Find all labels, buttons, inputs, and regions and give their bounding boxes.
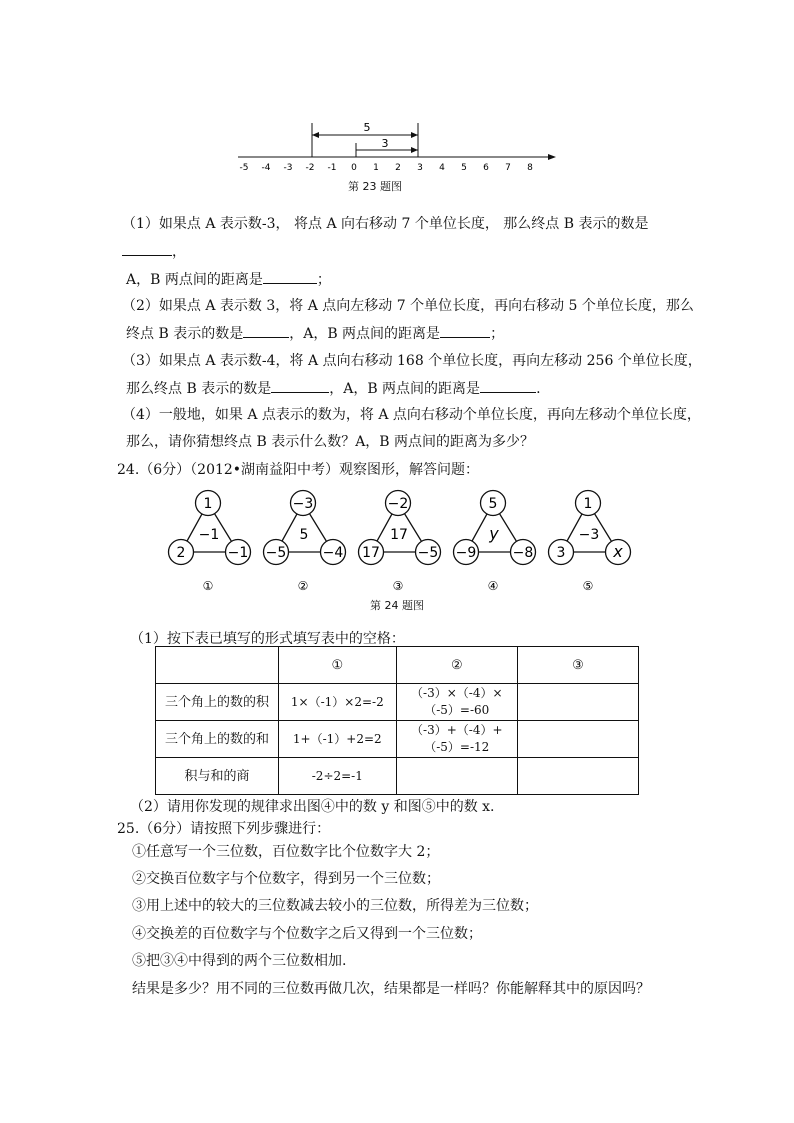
tick-label: 7 <box>505 163 511 173</box>
q24-part2: （2）请用你发现的规律求出图④中的数 y 和图⑤中的数 x. <box>130 799 495 815</box>
q23-p4-line2: 那么，请你猜想终点 B 表示什么数？A，B 两点间的距离为多少？ <box>126 434 535 450</box>
q23-p1-line3: A，B 两点间的距离是 ； <box>126 269 331 290</box>
corner-right-value: −8 <box>512 545 534 561</box>
center-value: y <box>489 524 499 543</box>
answer-blank[interactable] <box>480 378 536 393</box>
tick-label: 4 <box>439 163 445 173</box>
table-head-empty <box>156 647 279 684</box>
corner-right-value: x <box>613 542 623 561</box>
tick-label: 0 <box>351 163 357 173</box>
row-product-cell-3[interactable] <box>517 684 638 721</box>
tick-label: -4 <box>261 163 271 173</box>
tick-label: -1 <box>327 163 337 173</box>
triangle-label: ② <box>297 579 309 593</box>
triangle-figure <box>549 491 631 594</box>
row-sum-cell-1: 1+（-1）+2=2 <box>279 721 397 758</box>
triangle-figure <box>264 491 346 594</box>
tick-label: 3 <box>417 163 423 173</box>
answer-blank[interactable] <box>243 323 289 338</box>
row-product-cell-1: 1×（-1）×2=-2 <box>279 684 397 721</box>
corner-top-value: 1 <box>203 496 213 512</box>
corner-top-value: −3 <box>292 496 314 512</box>
row-sum-cell-2: （-3）+（-4）+ （-5）=-12 <box>396 721 517 758</box>
center-value: −3 <box>578 527 600 543</box>
tick-label: 2 <box>395 163 401 173</box>
q24-part1: （1）按下表已填写的形式填写表中的空格： <box>130 631 405 647</box>
corner-left-value: 17 <box>362 545 380 561</box>
q25-step-4: ④交换差的百位数字与个位数字之后又得到一个三位数； <box>132 926 482 942</box>
q23-p4-line1: （4）一般地，如果 A 点表示的数为，将 A 点向右移动个单位长度，再向左移动个单位长度， <box>122 407 701 423</box>
table-head-3: ③ <box>517 647 638 684</box>
answer-blank[interactable] <box>122 241 172 256</box>
row-quotient-cell-2[interactable] <box>396 758 517 795</box>
q25-step-1: ①任意写一个三位数，百位数字比个位数字大 2； <box>132 844 440 860</box>
figure-24-caption: 第 24 题图 <box>370 599 424 612</box>
q25-step-2: ②交换百位数字与个位数字，得到另一个三位数； <box>132 871 440 887</box>
q23-p2-line1: （2）如果点 A 表示数 3，将 A 点向左移动 7 个单位长度，再向右移动 5 个单位长度，那么 <box>122 298 694 314</box>
q25-header: 25.（6分）请按照下列步骤进行： <box>117 821 331 837</box>
q25-step-3: ③用上述中的较大的三位数减去较小的三位数，所得差为三位数； <box>132 898 538 914</box>
center-value: 17 <box>390 527 408 543</box>
answer-blank[interactable] <box>271 378 329 393</box>
corner-left-value: 2 <box>176 545 186 561</box>
row-sum-label: 三个角上的数的和 <box>156 721 279 758</box>
triangles-figure <box>160 486 640 598</box>
corner-right-value: −4 <box>322 545 344 561</box>
triangle-figure <box>169 491 251 594</box>
triangle-figure <box>454 491 536 594</box>
center-value: 5 <box>299 527 309 543</box>
tick-label: -2 <box>305 163 315 173</box>
corner-right-value: −1 <box>227 545 249 561</box>
figure-23-caption: 第 23 题图 <box>348 180 402 193</box>
tick-label: 8 <box>527 163 533 173</box>
answer-table <box>155 646 639 795</box>
q24-header: 24.（6分）（2012•湖南益阳中考）观察图形，解答问题： <box>117 462 480 478</box>
triangle-figure <box>359 491 441 594</box>
q23-p3-line1: （3）如果点 A 表示数-4，将 A 点向右移动 168 个单位长度，再向左移动 256 个单位长度， <box>122 353 702 369</box>
answer-blank[interactable] <box>263 269 317 284</box>
tick-label: -3 <box>283 163 293 173</box>
triangle-label: ① <box>202 579 214 593</box>
row-quotient-label: 积与和的商 <box>156 758 279 795</box>
corner-right-value: −5 <box>417 545 439 561</box>
number-line-ticks <box>240 163 534 173</box>
corner-left-value: −9 <box>455 545 477 561</box>
q23-p3-line2: 那么终点 B 表示的数是 ，A，B 两点间的距离是 . <box>126 378 541 399</box>
short-span-label: 3 <box>381 137 389 150</box>
tick-label: 1 <box>373 163 379 173</box>
q25-step-5: ⑤把③④中得到的两个三位数相加. <box>132 953 347 969</box>
number-line-figure <box>230 115 560 177</box>
q23-p2-line2: 终点 B 表示的数是 ，A，B 两点间的距离是 ； <box>126 323 504 344</box>
row-product-cell-2: （-3）×（-4）× （-5）=-60 <box>396 684 517 721</box>
row-quotient-cell-1: -2÷2=-1 <box>279 758 397 795</box>
corner-left-value: −5 <box>265 545 287 561</box>
corner-left-value: 3 <box>556 545 566 561</box>
corner-top-value: 5 <box>488 496 498 512</box>
tick-label: -5 <box>239 163 249 173</box>
row-quotient-cell-3[interactable] <box>517 758 638 795</box>
table-head-2: ② <box>396 647 517 684</box>
row-sum-cell-3[interactable] <box>517 721 638 758</box>
tick-label: 5 <box>461 163 467 173</box>
q23-p1-line2: ， <box>122 241 186 262</box>
q23-p1-line1: （1）如果点 A 表示数-3， 将点 A 向右移动 7 个单位长度， 那么终点 B 表示的数是 <box>122 216 649 232</box>
triangle-label: ③ <box>392 579 404 593</box>
q25-question: 结果是多少？用不同的三位数再做几次，结果都是一样吗？你能解释其中的原因吗？ <box>132 981 650 997</box>
corner-top-value: −2 <box>387 496 409 512</box>
center-value: −1 <box>198 527 220 543</box>
row-product-label: 三个角上的数的积 <box>156 684 279 721</box>
triangle-label: ⑤ <box>582 579 594 593</box>
long-span-label: 5 <box>363 121 371 134</box>
corner-top-value: 1 <box>583 496 593 512</box>
answer-blank[interactable] <box>440 323 490 338</box>
tick-label: 6 <box>483 163 489 173</box>
table-head-1: ① <box>279 647 397 684</box>
triangle-label: ④ <box>487 579 499 593</box>
